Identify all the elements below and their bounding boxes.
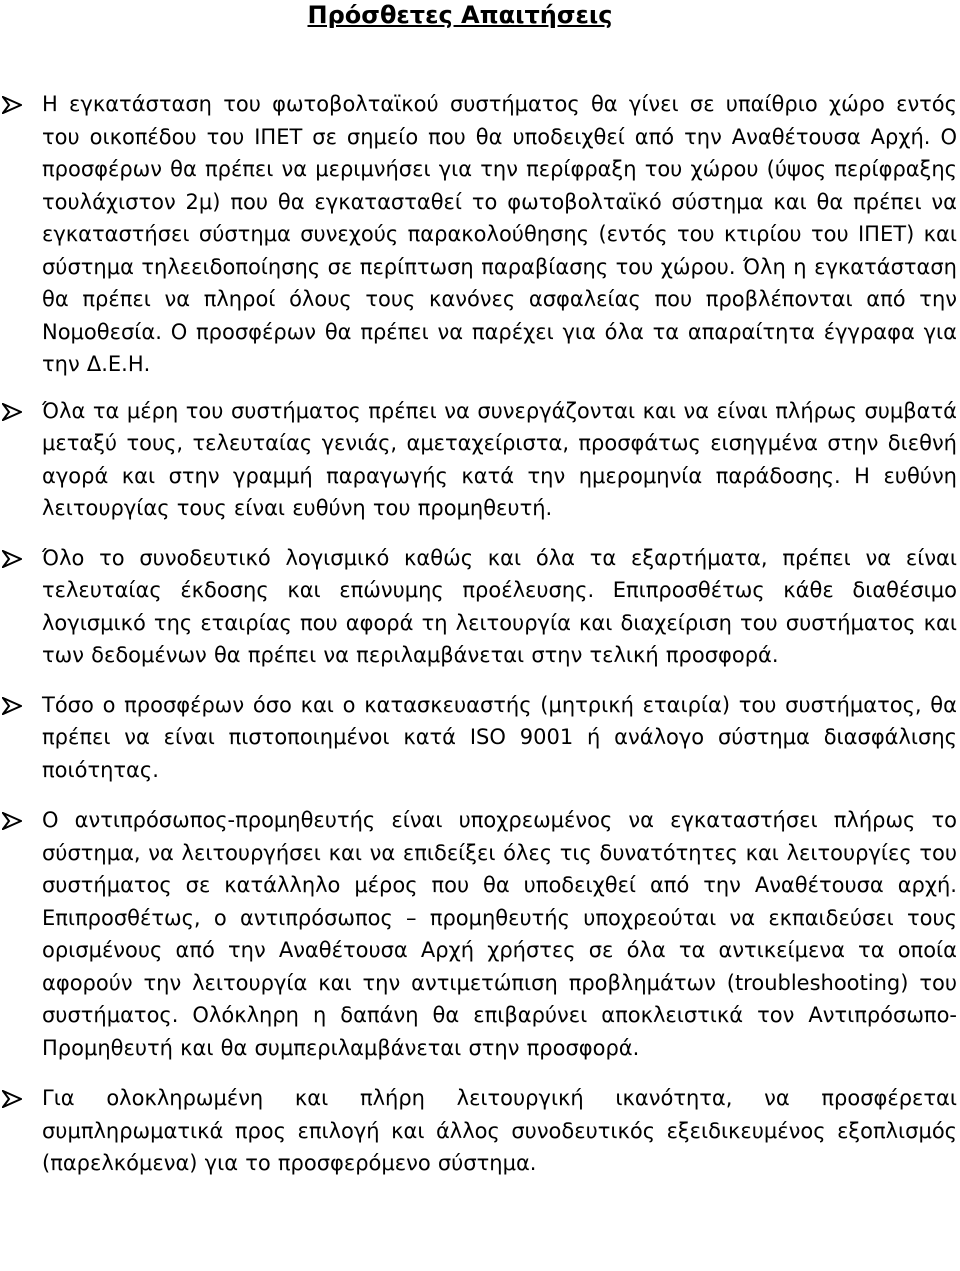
list-item-text: Για ολοκληρωμένη και πλήρη λειτουργική ικανότητα, να προσφέρεται συμπληρωματικά προς επιλογή και άλλος συνοδευτικός εξειδικευμένος εξοπλισμός (παρελκόμενα) για το προσφερόμενο σύστημα. [42,1086,957,1175]
list-item [0,542,960,672]
list-item [0,395,960,525]
list-item [0,804,960,1064]
list-item-text: Όλα τα μέρη του συστήματος πρέπει να συνεργάζονται και να είναι πλήρως συμβατά μεταξύ τους, τελευταίας γενιάς, αμεταχείριστα, προσφάτως εισηγμένα στην διεθνή αγορά και στην γραμμή παραγωγής κατά την ημερομηνία παράδοσης. Η ευθύνη λειτουργίας τους είναι ευθύνη του προμηθευτή. [42,398,957,520]
list-item-text: Η εγκατάσταση του φωτοβολταϊκού συστήματος θα γίνει σε υπαίθριο χώρο εντός του οικοπέδου του ΙΠΕΤ σε σημείο που θα υποδειχθεί από την Αναθέτουσα Αρχή. Ο προσφέρων θα πρέπει να μεριμνήσει για την περίφραξη του χώρου (ύψος περίφραξης τουλάχιστον 2μ) που θα εγκατασταθεί το φωτοβολταϊκό σύστημα και θα πρέπει να εγκαταστήσει σύστημα συνεχούς παρακολούθησης (εντός του κτιρίου του ΙΠΕΤ) και σύστημα τηλεειδοποίησης σε περίπτωση παραβίασης του χώρου. Όλη η εγκατάσταση θα πρέπει να πληροί όλους τους κανόνες ασφαλείας που προβλέπονται από την Νομοθεσία. Ο προσφέρων θα πρέπει να παρέχει για όλα τα απαραίτητα έγγραφα για την Δ.Ε.Η. [42,92,957,376]
arrowhead-bullet-icon [2,697,22,715]
list-item-text: Τόσο ο προσφέρων όσο και ο κατασκευαστής (μητρική εταιρία) του συστήματος, θα πρέπει να είναι πιστοποιημένοι κατά ISO 9001 ή ανάλογο σύστημα διασφάλισης ποιότητας. [42,692,957,782]
list-item [0,1082,960,1180]
arrowhead-bullet-icon [2,550,22,568]
list-item [0,88,960,381]
page-title: Πρόσθετες Απαιτήσεις [307,1,613,29]
arrowhead-bullet-icon [2,96,22,114]
list-item [0,689,960,787]
list-item-text: Ο αντιπρόσωπος-προμηθευτής είναι υποχρεωμένος να εγκαταστήσει πλήρως το σύστημα, να λειτουργήσει και να επιδείξει όλες τις δυνατότητες και λειτουργίες του συστήματος σε κατάλληλο μέρος που θα υποδειχθεί από την Αναθέτουσα αρχή. Επιπροσθέτως, ο αντιπρόσωπος – προμηθευτής υποχρεούται να εκπαιδεύσει τους ορισμένους από την Αναθέτουσα Αρχή χρήστες σε όλα τα αντικείμενα τα οποία αφορούν την λειτουργία και την αντιμετώπιση προβλημάτων (troubleshooting) του συστήματος. Ολόκληρη η δαπάνη θα επιβαρύνει αποκλειστικά τον Αντιπρόσωπο-Προμηθευτή και θα συμπεριλαμβάνεται στην προσφορά. [42,808,957,1060]
requirements-list [0,88,960,1198]
arrowhead-bullet-icon [2,403,22,421]
arrowhead-bullet-icon [2,812,22,830]
list-item-text: Όλο το συνοδευτικό λογισμικό καθώς και όλα τα εξαρτήματα, πρέπει να είναι τελευταίας έκδοσης και επώνυμης προέλευσης. Επιπροσθέτως κάθε διαθέσιμο λογισμικό της εταιρίας που αφορά τη λειτουργία και διαχείριση του συστήματος και των δεδομένων θα πρέπει να περιλαμβάνεται στην τελική προσφορά. [42,545,957,667]
arrowhead-bullet-icon [2,1090,22,1108]
